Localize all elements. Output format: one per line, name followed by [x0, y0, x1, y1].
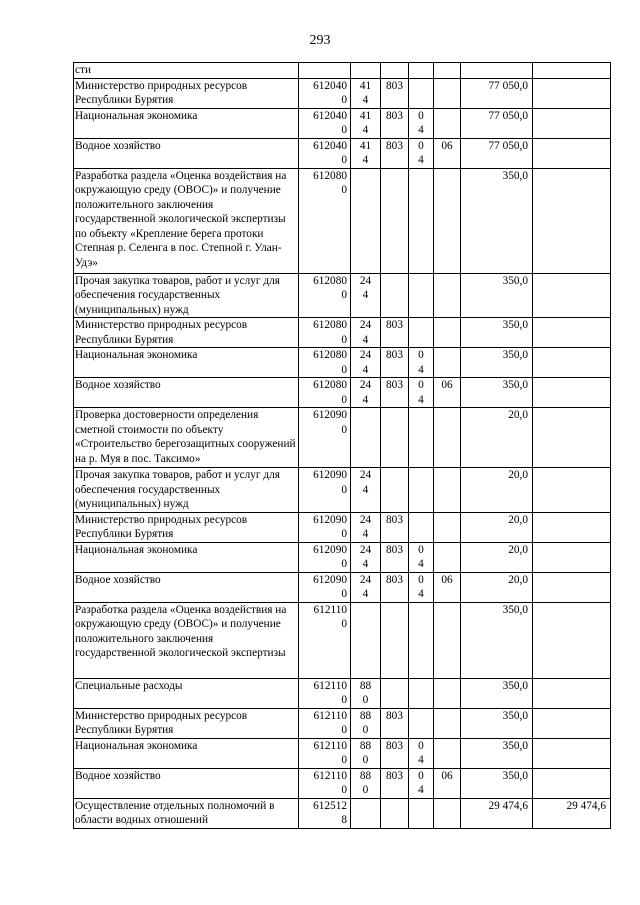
row-amount: 350,0 [461, 318, 533, 348]
table-row [74, 168, 611, 273]
table-row [74, 348, 611, 378]
table-row [74, 108, 611, 138]
row-expense-type: 41 4 [351, 138, 381, 168]
row-subsection-code: 06 [434, 138, 461, 168]
row-target-code: 612090 0 [299, 572, 351, 602]
row-subsection-code [434, 108, 461, 138]
row-amount: 77 050,0 [461, 108, 533, 138]
row-name: Проверка достоверности определения сметной стоимости по объекту «Строительство берегозащитных сооружений на р. Муя в пос. Таксимо» [74, 408, 299, 468]
table-row [74, 138, 611, 168]
row-amount: 77 050,0 [461, 78, 533, 108]
row-name: Национальная экономика [74, 108, 299, 138]
row-section-code [409, 798, 434, 828]
table-row [74, 468, 611, 513]
row-subsection-code [434, 602, 461, 678]
row-target-code: 612040 0 [299, 78, 351, 108]
table-row [74, 602, 611, 678]
row-expense-type: 24 4 [351, 318, 381, 348]
table-row [74, 408, 611, 468]
row-section-code: 0 4 [409, 768, 434, 798]
budget-table [73, 62, 611, 829]
row-subsection-code [434, 708, 461, 738]
row-department-code: 803 [381, 378, 409, 408]
row-subsection-code [434, 512, 461, 542]
row-subsection-code [434, 168, 461, 273]
row-amount-subvention [533, 678, 611, 708]
row-department-code [381, 678, 409, 708]
row-amount [461, 63, 533, 79]
table-row [74, 63, 611, 79]
table-row [74, 738, 611, 768]
row-amount: 350,0 [461, 768, 533, 798]
row-target-code: 612040 0 [299, 108, 351, 138]
row-expense-type: 41 4 [351, 108, 381, 138]
row-subsection-code [434, 348, 461, 378]
row-name: Разработка раздела «Оценка воздействия на окружающую среду (ОВОС)» и получение положительного заключения государственной экологической экспертизы по объекту «Крепление берега протоки Степная р. Селенга в пос. Степной г. Улан-Удэ» [74, 168, 299, 273]
row-target-code: 612090 0 [299, 512, 351, 542]
row-subsection-code [434, 468, 461, 513]
table-row [74, 512, 611, 542]
row-target-code: 612080 0 [299, 168, 351, 273]
row-amount-subvention [533, 408, 611, 468]
page-number: 293 [309, 33, 331, 48]
row-department-code: 803 [381, 348, 409, 378]
row-amount: 20,0 [461, 408, 533, 468]
table-row [74, 318, 611, 348]
row-amount: 20,0 [461, 468, 533, 513]
row-subsection-code: 06 [434, 572, 461, 602]
row-department-code [381, 273, 409, 318]
row-subsection-code [434, 542, 461, 572]
row-amount: 350,0 [461, 602, 533, 678]
row-section-code: 0 4 [409, 738, 434, 768]
row-expense-type: 24 4 [351, 378, 381, 408]
row-name: Национальная экономика [74, 738, 299, 768]
table-row [74, 378, 611, 408]
row-amount: 350,0 [461, 168, 533, 273]
row-section-code [409, 512, 434, 542]
row-section-code [409, 318, 434, 348]
row-amount-subvention [533, 108, 611, 138]
row-amount: 29 474,6 [461, 798, 533, 828]
row-name: Национальная экономика [74, 348, 299, 378]
row-expense-type [351, 408, 381, 468]
row-section-code [409, 678, 434, 708]
row-section-code: 0 4 [409, 378, 434, 408]
row-amount-subvention [533, 738, 611, 768]
row-section-code [409, 602, 434, 678]
row-expense-type: 24 4 [351, 572, 381, 602]
row-amount-subvention [533, 378, 611, 408]
row-amount-subvention [533, 273, 611, 318]
row-subsection-code: 06 [434, 768, 461, 798]
row-amount-subvention [533, 512, 611, 542]
row-department-code: 803 [381, 78, 409, 108]
row-target-code: 612080 0 [299, 348, 351, 378]
row-expense-type: 88 0 [351, 738, 381, 768]
row-name: Осуществление отдельных полномочий в области водных отношений [74, 798, 299, 828]
row-expense-type: 88 0 [351, 768, 381, 798]
row-name: Специальные расходы [74, 678, 299, 708]
table-row [74, 678, 611, 708]
row-subsection-code [434, 678, 461, 708]
table-row [74, 798, 611, 828]
row-section-code: 0 4 [409, 108, 434, 138]
row-name: Водное хозяйство [74, 572, 299, 602]
row-target-code: 612110 0 [299, 708, 351, 738]
row-section-code: 0 4 [409, 348, 434, 378]
row-section-code [409, 708, 434, 738]
row-amount-subvention [533, 468, 611, 513]
row-subsection-code [434, 78, 461, 108]
row-expense-type: 88 0 [351, 678, 381, 708]
row-name: Прочая закупка товаров, работ и услуг для обеспечения государственных (муниципальных) нужд [74, 273, 299, 318]
row-target-code: 612110 0 [299, 678, 351, 708]
row-subsection-code [434, 408, 461, 468]
row-target-code: 612080 0 [299, 273, 351, 318]
row-target-code: 612090 0 [299, 468, 351, 513]
row-department-code [381, 602, 409, 678]
row-amount-subvention [533, 318, 611, 348]
row-department-code [381, 798, 409, 828]
row-target-code: 612110 0 [299, 602, 351, 678]
row-expense-type: 24 4 [351, 348, 381, 378]
row-amount: 350,0 [461, 738, 533, 768]
row-department-code [381, 468, 409, 513]
row-name: Министерство природных ресурсов Республики Бурятия [74, 78, 299, 108]
row-amount: 20,0 [461, 512, 533, 542]
row-department-code: 803 [381, 138, 409, 168]
row-target-code: 612040 0 [299, 138, 351, 168]
row-department-code: 803 [381, 318, 409, 348]
row-expense-type [351, 798, 381, 828]
row-subsection-code [434, 273, 461, 318]
row-target-code: 612512 8 [299, 798, 351, 828]
table-row [74, 78, 611, 108]
row-subsection-code [434, 738, 461, 768]
row-target-code: 612090 0 [299, 408, 351, 468]
row-amount-subvention [533, 168, 611, 273]
row-department-code [381, 63, 409, 79]
row-expense-type: 24 4 [351, 512, 381, 542]
row-department-code: 803 [381, 572, 409, 602]
row-amount: 350,0 [461, 273, 533, 318]
row-name: Министерство природных ресурсов Республики Бурятия [74, 708, 299, 738]
row-expense-type: 24 4 [351, 273, 381, 318]
row-name: Водное хозяйство [74, 378, 299, 408]
row-amount: 20,0 [461, 542, 533, 572]
row-name: Водное хозяйство [74, 768, 299, 798]
row-amount-subvention [533, 78, 611, 108]
row-target-code: 612080 0 [299, 378, 351, 408]
row-name: Министерство природных ресурсов Республики Бурятия [74, 512, 299, 542]
row-expense-type: 24 4 [351, 468, 381, 513]
row-subsection-code [434, 798, 461, 828]
row-expense-type [351, 602, 381, 678]
row-department-code: 803 [381, 512, 409, 542]
row-section-code [409, 273, 434, 318]
row-department-code: 803 [381, 108, 409, 138]
row-target-code: 612110 0 [299, 768, 351, 798]
row-amount-subvention [533, 542, 611, 572]
row-amount-subvention [533, 708, 611, 738]
row-amount: 77 050,0 [461, 138, 533, 168]
row-section-code [409, 63, 434, 79]
row-section-code [409, 168, 434, 273]
row-department-code: 803 [381, 768, 409, 798]
row-department-code: 803 [381, 542, 409, 572]
row-name: Национальная экономика [74, 542, 299, 572]
row-expense-type [351, 63, 381, 79]
row-section-code [409, 78, 434, 108]
row-name: сти [74, 63, 299, 79]
row-amount: 350,0 [461, 678, 533, 708]
row-name: Разработка раздела «Оценка воздействия на окружающую среду (ОВОС)» и получение положительного заключения государственной экологической экспертизы [74, 602, 299, 678]
row-subsection-code [434, 318, 461, 348]
row-target-code: 612090 0 [299, 542, 351, 572]
row-section-code [409, 408, 434, 468]
row-amount: 350,0 [461, 378, 533, 408]
row-subsection-code: 06 [434, 378, 461, 408]
row-section-code: 0 4 [409, 572, 434, 602]
table-row [74, 542, 611, 572]
row-amount: 350,0 [461, 348, 533, 378]
table-row [74, 572, 611, 602]
row-department-code [381, 168, 409, 273]
row-name: Водное хозяйство [74, 138, 299, 168]
row-department-code: 803 [381, 708, 409, 738]
row-target-code: 612110 0 [299, 738, 351, 768]
row-name: Прочая закупка товаров, работ и услуг для обеспечения государственных (муниципальных) нужд [74, 468, 299, 513]
row-expense-type [351, 168, 381, 273]
row-subsection-code [434, 63, 461, 79]
row-amount-subvention [533, 572, 611, 602]
row-amount-subvention [533, 602, 611, 678]
row-name: Министерство природных ресурсов Республики Бурятия [74, 318, 299, 348]
row-amount-subvention: 29 474,6 [533, 798, 611, 828]
row-amount: 350,0 [461, 708, 533, 738]
row-expense-type: 41 4 [351, 78, 381, 108]
row-expense-type: 88 0 [351, 708, 381, 738]
row-department-code: 803 [381, 738, 409, 768]
row-target-code: 612080 0 [299, 318, 351, 348]
row-amount-subvention [533, 138, 611, 168]
table-row [74, 768, 611, 798]
row-department-code [381, 408, 409, 468]
row-amount-subvention [533, 63, 611, 79]
row-section-code: 0 4 [409, 542, 434, 572]
row-expense-type: 24 4 [351, 542, 381, 572]
row-amount: 20,0 [461, 572, 533, 602]
row-section-code [409, 468, 434, 513]
row-section-code: 0 4 [409, 138, 434, 168]
row-target-code [299, 63, 351, 79]
row-amount-subvention [533, 348, 611, 378]
table-row [74, 708, 611, 738]
table-row [74, 273, 611, 318]
row-amount-subvention [533, 768, 611, 798]
